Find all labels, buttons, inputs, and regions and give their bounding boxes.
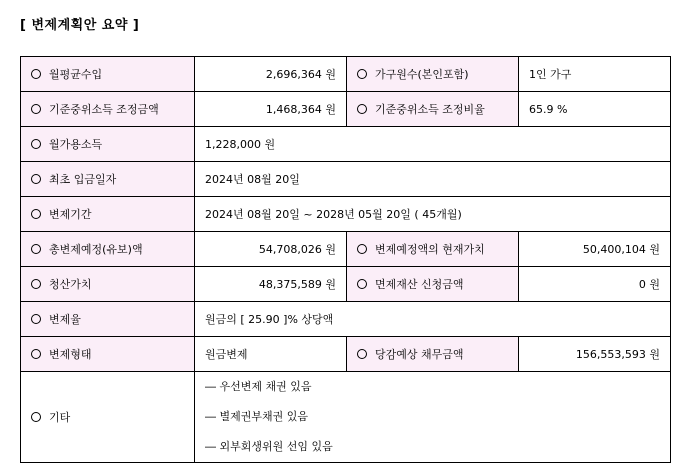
label-text: 기준중위소득 조정비율 <box>375 103 485 116</box>
etc-line: ― 별제권부채권 있음 <box>205 410 309 423</box>
row-label-2 <box>347 57 519 92</box>
row-label <box>21 232 195 267</box>
etc-lines <box>195 372 671 463</box>
row-label-2 <box>347 232 519 267</box>
table-row <box>21 337 671 372</box>
table-row <box>21 372 671 463</box>
row-label <box>21 127 195 162</box>
row-value-2: 1인 가구 <box>519 57 671 92</box>
circle-icon <box>357 279 367 289</box>
label-text: 최초 입금일자 <box>49 173 117 186</box>
circle-icon <box>31 174 41 184</box>
table-row <box>21 127 671 162</box>
label-text: 당감예상 채무금액 <box>375 348 464 361</box>
label-text: 월평균수입 <box>49 68 103 81</box>
row-value-2: 156,553,593 원 <box>519 337 671 372</box>
circle-icon <box>31 139 41 149</box>
circle-icon <box>31 412 41 422</box>
circle-icon <box>31 209 41 219</box>
row-label <box>21 267 195 302</box>
circle-icon <box>357 349 367 359</box>
circle-icon <box>31 244 41 254</box>
row-label <box>21 162 195 197</box>
row-value: 48,375,589 원 <box>195 267 347 302</box>
table-row <box>21 232 671 267</box>
circle-icon <box>31 314 41 324</box>
row-value-2: 50,400,104 원 <box>519 232 671 267</box>
row-label <box>21 57 195 92</box>
etc-line: ― 우선변제 채권 있음 <box>205 380 312 393</box>
row-label-2 <box>347 92 519 127</box>
circle-icon <box>31 69 41 79</box>
row-label <box>21 337 195 372</box>
circle-icon <box>31 279 41 289</box>
row-value: 1,468,364 원 <box>195 92 347 127</box>
page-title: [ 변제계획안 요약 ] <box>20 18 140 33</box>
row-label <box>21 92 195 127</box>
table-row <box>21 302 671 337</box>
table-row <box>21 162 671 197</box>
row-label <box>21 197 195 232</box>
row-value-2: 0 원 <box>519 267 671 302</box>
row-value: 2024년 08월 20일 ~ 2028년 05월 20일 ( 45개월) <box>195 197 671 232</box>
table-row <box>21 57 671 92</box>
table-row <box>21 197 671 232</box>
label-text: 변제율 <box>49 313 81 326</box>
circle-icon <box>31 349 41 359</box>
label-text: 청산가치 <box>49 278 92 291</box>
label-text: 총변제예정(유보)액 <box>49 243 143 256</box>
etc-line: ― 외부회생위원 선임 있음 <box>205 440 333 453</box>
circle-icon <box>31 104 41 114</box>
label-text: 기준중위소득 조정금액 <box>49 103 159 116</box>
row-label-2 <box>347 337 519 372</box>
label-text: 변제예정액의 현재가치 <box>375 243 485 256</box>
row-value: 1,228,000 원 <box>195 127 671 162</box>
row-value-2: 65.9 % <box>519 92 671 127</box>
circle-icon <box>357 244 367 254</box>
row-value: 54,708,026 원 <box>195 232 347 267</box>
label-text: 가구원수(본인포함) <box>375 68 469 81</box>
row-label <box>21 302 195 337</box>
circle-icon <box>357 69 367 79</box>
circle-icon <box>357 104 367 114</box>
table-row <box>21 267 671 302</box>
row-label-2 <box>347 267 519 302</box>
label-text: 기타 <box>49 411 71 424</box>
row-label <box>21 372 195 463</box>
table-row <box>21 92 671 127</box>
label-text: 변제형태 <box>49 348 92 361</box>
label-text: 면제재산 신청금액 <box>375 278 464 291</box>
row-value: 원금의 [ 25.90 ]% 상당액 <box>195 302 671 337</box>
row-value: 2,696,364 원 <box>195 57 347 92</box>
label-text: 변제기간 <box>49 208 92 221</box>
row-value: 원금변제 <box>195 337 347 372</box>
label-text: 월가용소득 <box>49 138 103 151</box>
summary-table <box>20 56 671 463</box>
row-value: 2024년 08월 20일 <box>195 162 671 197</box>
